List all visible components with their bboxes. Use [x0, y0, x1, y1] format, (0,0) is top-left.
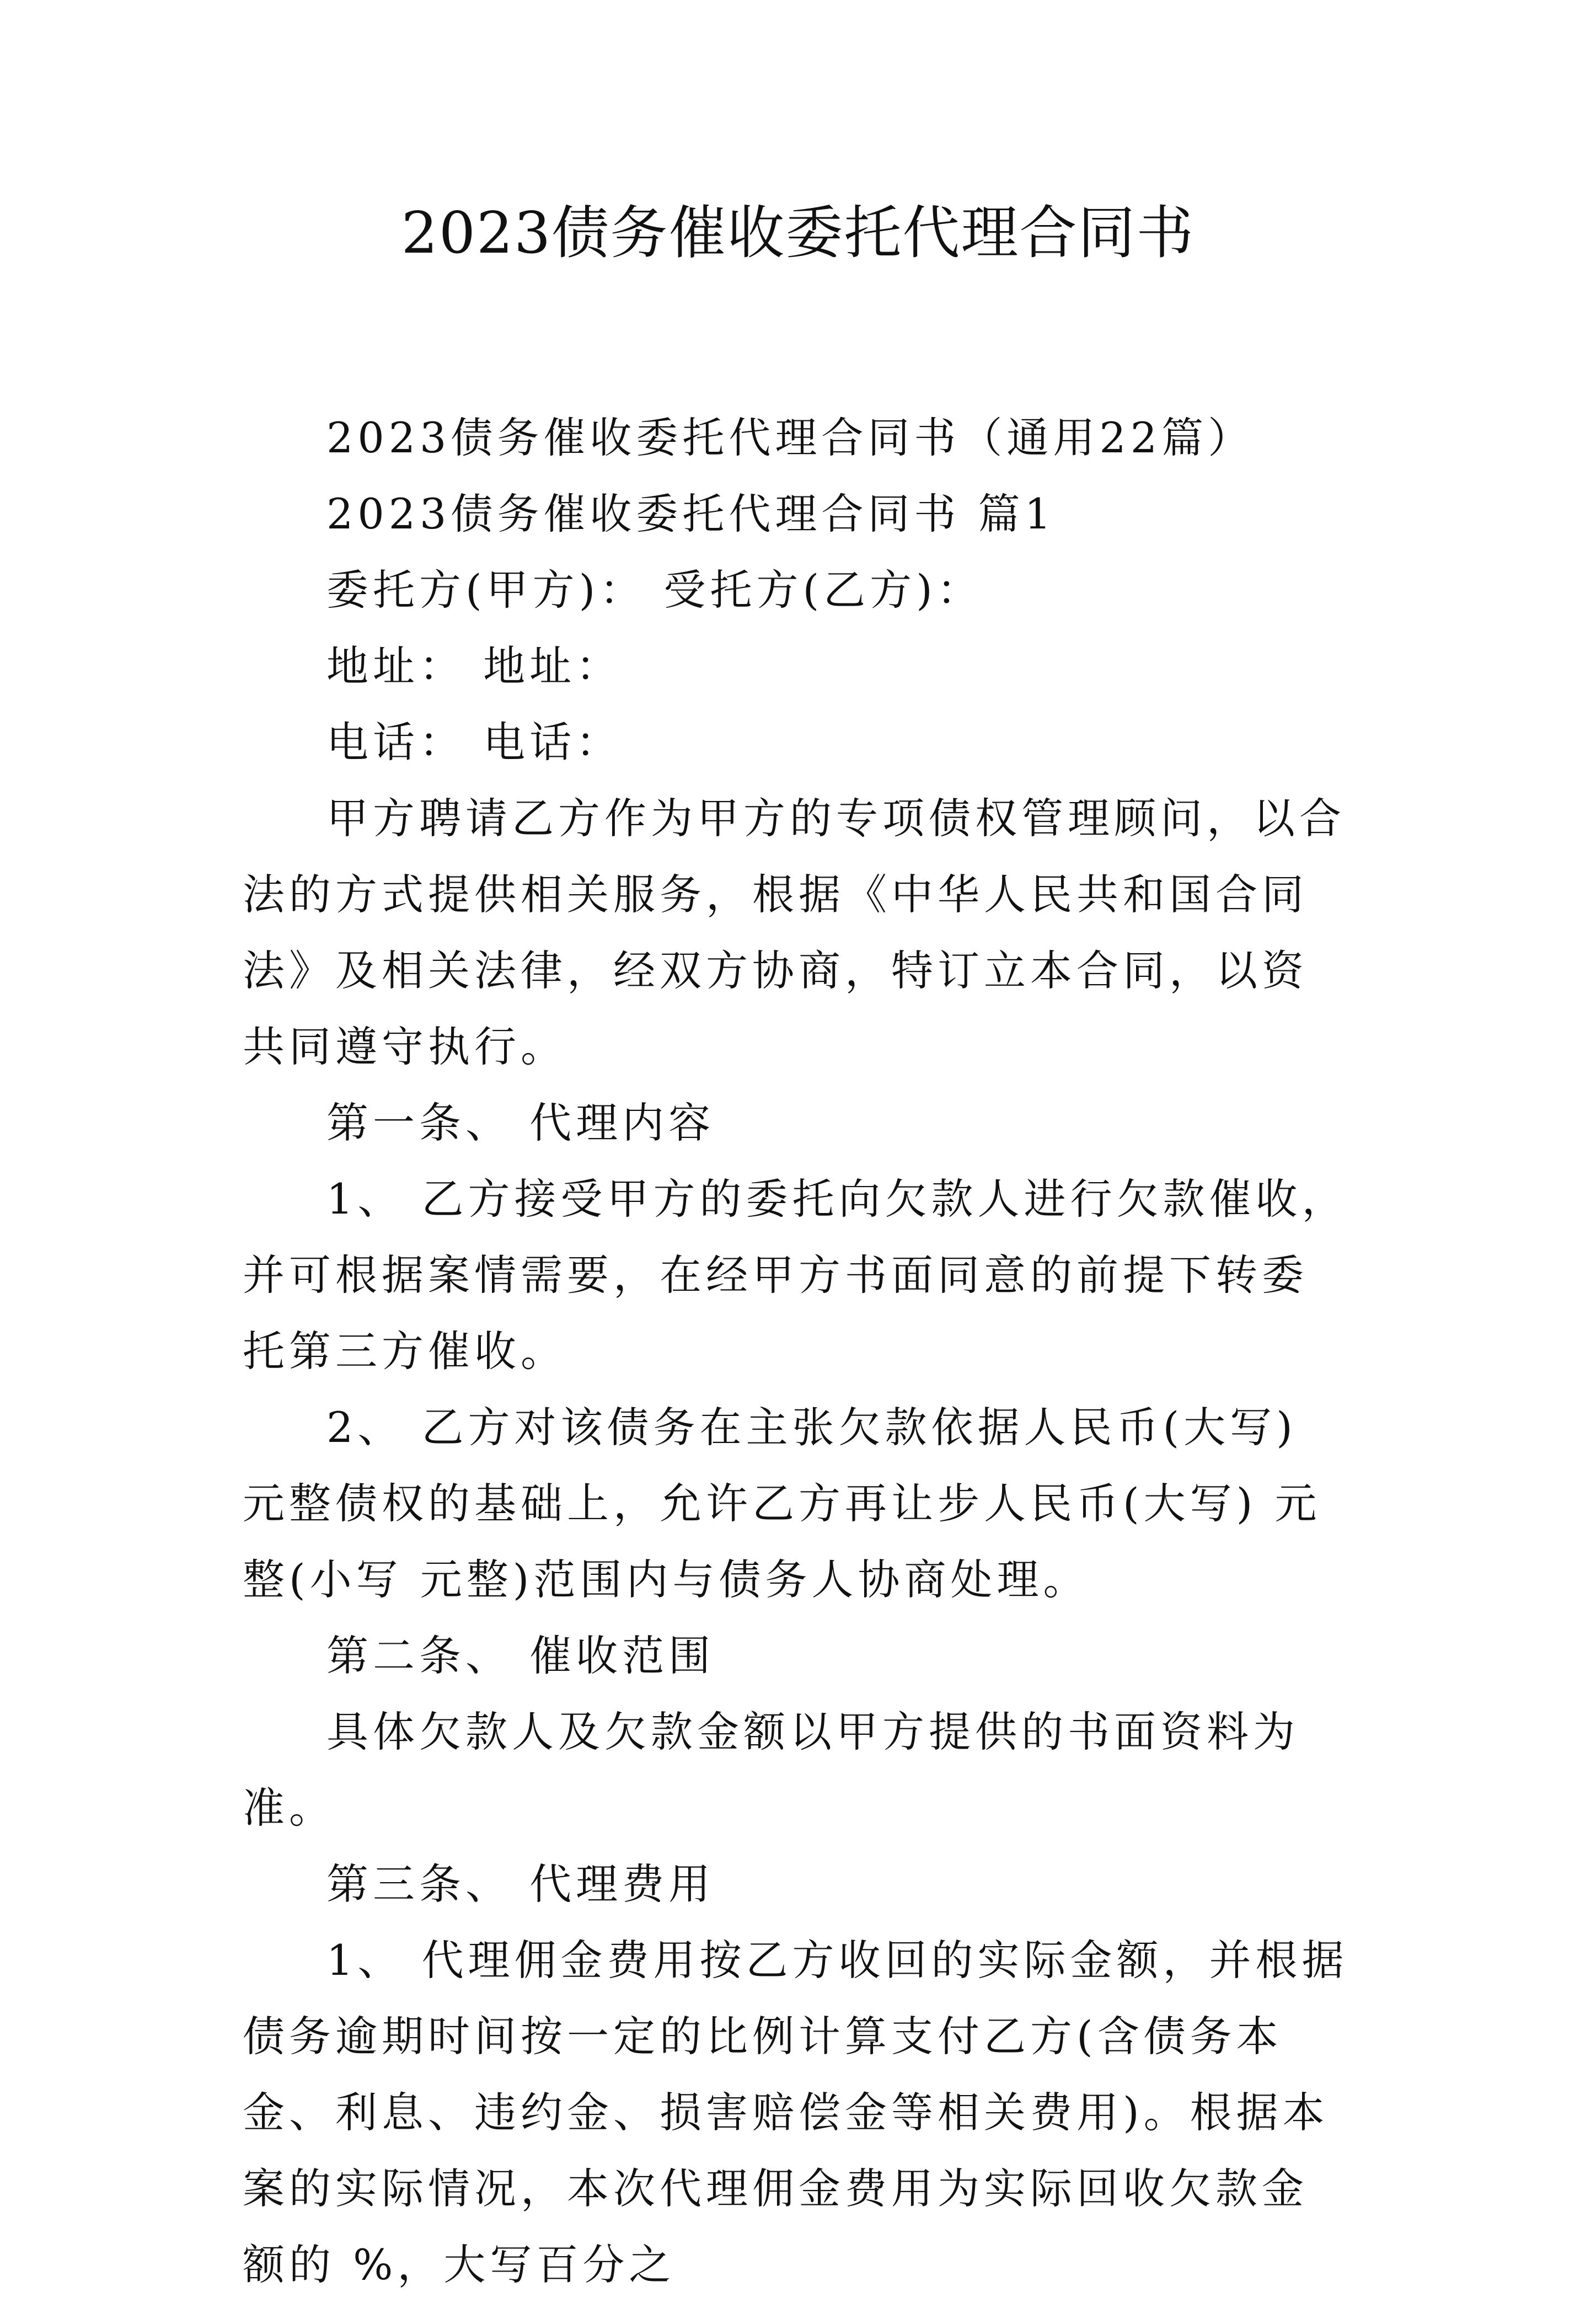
- article-3-item-1: 1、 代理佣金费用按乙方收回的实际金额，并根据债务逾期时间按一定的比例计算支付乙方(含债务本金、利息、违约金、损害赔偿金等相关费用)。根据本案的实际情况，本次代理佣金费用为实际回收欠款金额的 %，大写百分之: [243, 1935, 1348, 2289]
- article-1-heading: 第一条、 代理内容: [326, 1098, 715, 1147]
- article-1-item-2: 2、 乙方对该债务在主张欠款依据人民币(大写) 元整债权的基础上，允许乙方再让步人民币(大写) 元整(小写 元整)范围内与债务人协商处理。: [243, 1402, 1321, 1604]
- document-title: 2023债务催收委托代理合同书: [401, 199, 1195, 266]
- paragraph-phone: 电话： 电话：: [326, 717, 623, 767]
- paragraph-subtitle: 2023债务催收委托代理合同书（通用22篇）: [326, 413, 1255, 462]
- paragraph-address: 地址： 地址：: [326, 641, 623, 691]
- article-1-item-1: 1、 乙方接受甲方的委托向欠款人进行欠款催收，并可根据案情需要，在经甲方书面同意的前提下转委托第三方催收。: [243, 1174, 1348, 1376]
- article-2-heading: 第二条、 催收范围: [326, 1631, 715, 1680]
- article-3-heading: 第三条、 代理费用: [326, 1859, 715, 1909]
- paragraph-preamble: 甲方聘请乙方作为甲方的专项债权管理顾问，以合法的方式提供相关服务，根据《中华人民共和国合同法》及相关法律，经双方协商，特订立本合同，以资共同遵守执行。: [243, 793, 1346, 1071]
- paragraph-parties: 委托方(甲方)： 受托方(乙方)：: [326, 565, 983, 615]
- article-2-body: 具体欠款人及欠款金额以甲方提供的书面资料为准。: [243, 1707, 1299, 1832]
- paragraph-section-heading: 2023债务催收委托代理合同书 篇1: [326, 489, 1056, 538]
